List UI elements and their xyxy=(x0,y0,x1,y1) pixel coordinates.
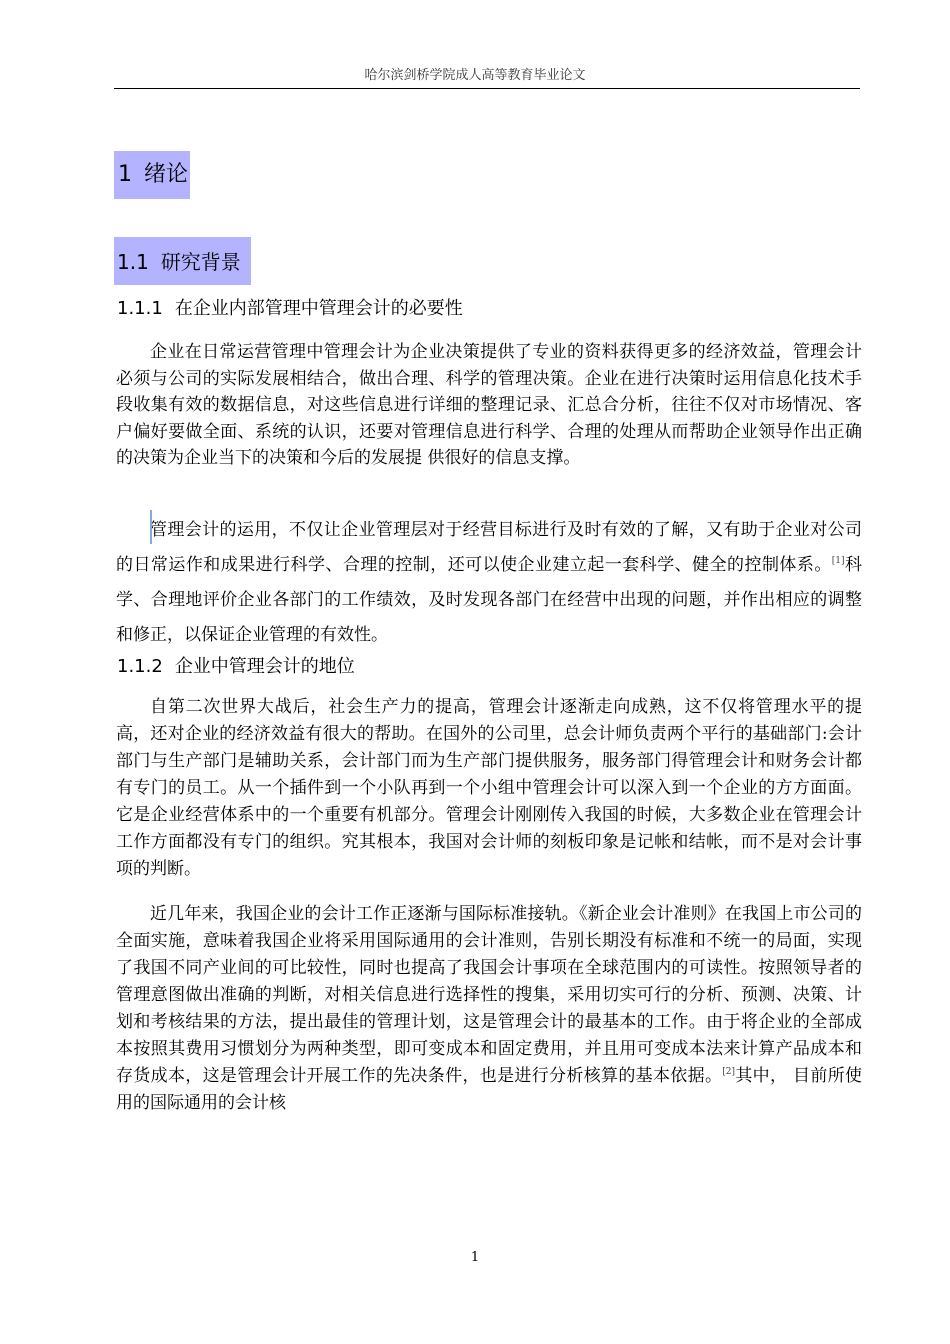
page-number: 1 xyxy=(470,1250,480,1265)
paragraph-3: 自第二次世界大战后，社会生产力的提高，管理会计逐渐走向成熟，这不仅将管理水平的提高，还对企业的经济效益有很大的帮助。在国外的公司里，总会计师负责两个平行的基础部门:会计部门与生产部门是辅助关系，会计部门而为生产部门提供服务，服务部门得管理会计和财务会计都有专门的员工。从一个插件到一个小队再到一个小组中管理会计可以深入到一个企业的方方面面。它是企业经营体系中的一个重要有机部分。管理会计刚刚传入我国的时候，大多数企业在管理会计工作方面都没有专门的组织。究其根本，我国对会计师的刻板印象是记帐和结帐，而不是对会计事项的判断。 xyxy=(116,697,862,879)
subsection-title: 企业中管理会计的地位 xyxy=(174,656,355,677)
paragraph-2 xyxy=(116,513,862,653)
chapter-number: 1 xyxy=(118,162,132,187)
paragraph-4 xyxy=(116,901,862,1117)
section-title: 研究背景 xyxy=(160,250,241,274)
citation-ref-1[interactable]: [1] xyxy=(831,556,845,566)
paragraph-1: 企业在日常运营管理中管理会计为企业决策提供了专业的资料获得更多的经济效益，管理会计必须与公司的实际发展相结合，做出合理、科学的管理决策。企业在进行决策时运用信息化技术手段收集有效的数据信息，对这些信息进行详细的整理记录、汇总合分析，往往不仅对市场情况、客户偏好要做全面、系统的认识，还要对管理信息进行科学、合理的处理从而帮助企业领导作出正确的决策为企业当下的决策和今后的发展提 供很好的信息支撑。 xyxy=(116,342,862,468)
subsection-number: 1.1.1 xyxy=(117,298,163,319)
subsection-number: 1.1.2 xyxy=(117,656,163,677)
subsection-heading-1 xyxy=(117,296,463,322)
section-number: 1.1 xyxy=(117,250,149,274)
header-divider xyxy=(114,88,860,89)
section-heading xyxy=(114,237,251,285)
subsection-heading-2 xyxy=(117,654,355,680)
paragraph-text: 其中， 目前所使用的国际通用的会计核 xyxy=(116,1066,863,1113)
page-header-title: 哈尔滨剑桥学院成人高等教育毕业论文 xyxy=(364,68,586,83)
citation-ref-2[interactable]: [2] xyxy=(722,1067,736,1077)
chapter-title: 绪论 xyxy=(144,162,189,187)
subsection-title: 在企业内部管理中管理会计的必要性 xyxy=(174,298,463,319)
chapter-heading xyxy=(114,151,190,199)
text-cursor xyxy=(150,510,152,544)
paragraph-text: 近几年来，我国企业的会计工作正逐渐与国际标准接轨。《新企业会计准则》在我国上市公司的全面实施，意味着我国企业将采用国际通用的会计准则，告别长期没有标准和不统一的局面，实现了我国不同产业间的可比较性，同时也提高了我国会计事项在全球范围内的可读性。按照领导者的管理意图做出准确的判断，对相关信息进行选择性的搜集，采用切实可行的分析、预测、决策、计划和考核结果的方法，提出最佳的管理计划，这是管理会计的最基本的工作。由于将企业的全部成本按照其费用习惯划分为两种类型，即可变成本和固定费用，并且用可变成本法来计算产品成本和存货成本，这是管理会计开展工作的先决条件，也是进行分析核算的基本依据。 xyxy=(116,904,862,1086)
paragraph-text: 科学、合理地评价企业各部门的工作绩效，及时发现各部门在经营中出现的问题，并作出相应的调整和修正，以保证企业管理的有效性。 xyxy=(116,555,863,645)
paragraph-text: 管理会计的运用，不仅让企业管理层对于经营目标进行及时有效的了解，又有助于企业对公司的日常运作和成果进行科学、合理的控制，还可以使企业建立起一套科学、健全的控制体系。 xyxy=(116,520,862,575)
